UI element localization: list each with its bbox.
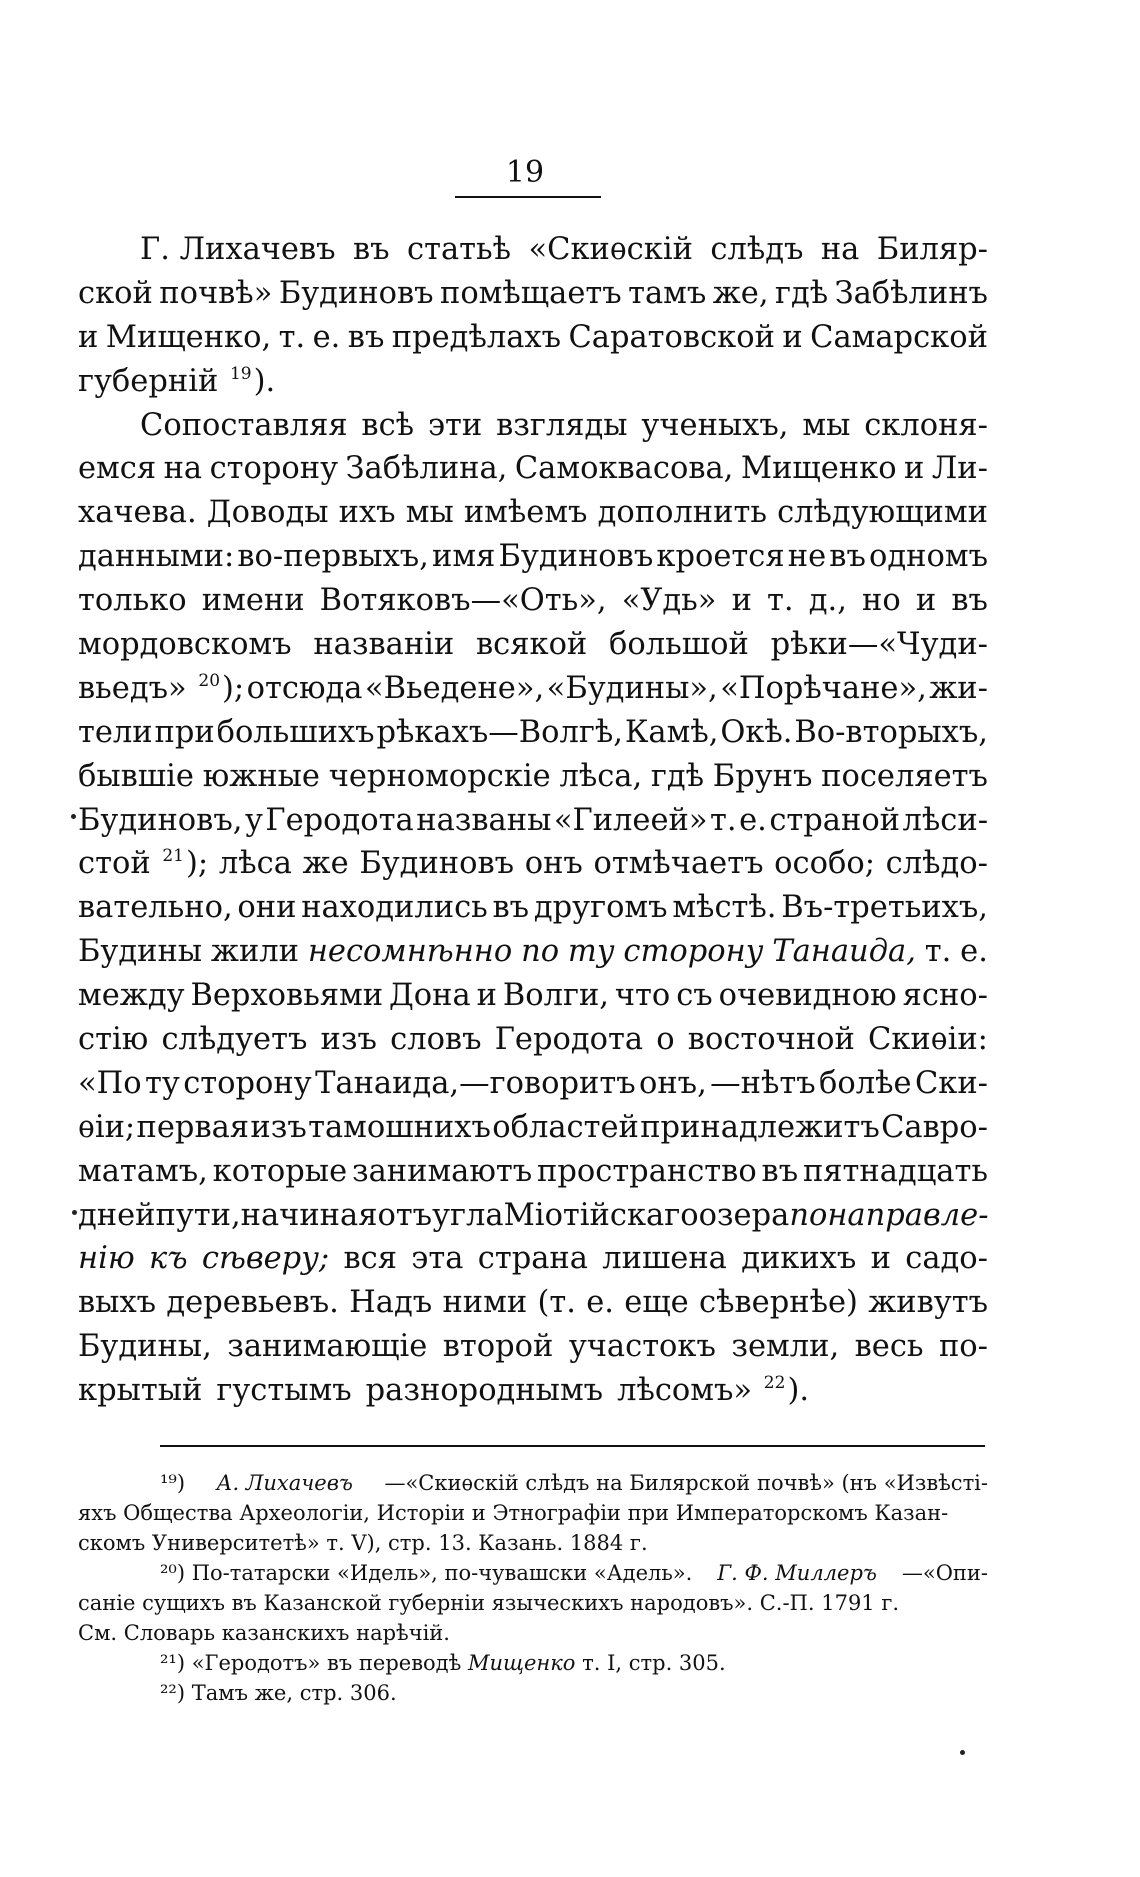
word: жили [210,934,299,970]
word: и [731,583,752,619]
word: Ли- [931,451,988,487]
word: еще [624,1285,689,1321]
word: Брунъ [712,758,813,794]
word: имѣемъ [463,495,588,531]
word: принадлежитъ [640,1109,880,1145]
word: восточной [687,1022,855,1058]
word: и [782,319,803,355]
word: вьедъ» [78,670,187,706]
word: отмѣчаетъ [593,846,764,882]
body-line [78,1325,988,1369]
word: другомъ [533,890,668,926]
word: названы [416,802,552,838]
word: начиная [240,1197,378,1233]
body-line [78,1237,988,1281]
word: тели [78,714,153,750]
word: въ [492,890,530,926]
word: всякой [476,627,588,663]
body-line [78,535,988,579]
word: садо- [905,1241,988,1277]
body-line [78,447,988,491]
word: названіи [313,627,455,663]
body-line [78,1194,988,1238]
word: лѣси- [902,802,988,838]
word: Геродота [494,1022,644,1058]
word: словъ [390,1022,482,1058]
footnote-19-line-1: ¹⁹) А. Лихачевъ —«Скиѳскій слѣдъ на Билярской почвѣ» (нъ «Извѣсті- [160,1471,988,1495]
word: Скиѳіи: [868,1022,988,1058]
word: взгляды [496,407,628,443]
word: е. [586,1285,614,1321]
word: онъ [524,846,583,882]
word: губерній [78,363,219,399]
word: живутъ [868,1285,988,1321]
word: всѣ [361,407,415,443]
word: предѣлахъ [391,319,562,355]
word: большихъ [216,714,375,750]
word: стію [78,1022,149,1058]
word: разнороднымъ [365,1373,604,1409]
word: изъ [320,1022,377,1058]
word: которые [212,1153,348,1189]
word: е. [312,319,341,355]
word: слѣдо- [885,846,988,882]
word: ними [442,1285,528,1321]
word: Окѣ. [720,714,793,750]
word: и [476,978,497,1014]
word: Ски- [914,1065,988,1101]
word: мы [405,495,454,531]
page-number: 19 [505,155,545,190]
body-line [78,755,988,799]
word: ясно- [902,978,988,1014]
word: стой [78,846,151,882]
word: пути, [155,1197,241,1233]
footnote-19-line-3: скомъ Университетѣ» т. V), стр. 13. Казань. 1884 г. [78,1531,648,1555]
footnote-20-line-2: саніе сущихъ въ Казанской губерніи языческихъ народовъ». С.-П. 1791 г. [78,1591,900,1615]
word: Саратовской [568,319,775,355]
word: гдѣ [774,275,829,311]
word: на [820,232,860,267]
word: гдѣ [650,758,705,794]
word: жи- [929,670,988,706]
footnote-ref: 20 [198,670,221,691]
word: Мищенко, [105,319,272,355]
body-line [78,491,988,535]
word-with-note: губерній $^{19}$). [78,363,276,399]
word: къ [149,1241,188,1277]
word: (т. [537,1285,576,1321]
word: и [78,319,99,355]
word: т. [278,319,306,355]
word: емся [78,451,157,487]
word: только [78,583,187,619]
word: т. [924,934,952,970]
word: эта [411,1241,464,1277]
body-line [78,1018,988,1062]
word: же, [712,275,769,311]
word: слѣдуетъ [161,1022,308,1058]
word: бывшіе [78,758,194,794]
body-line [78,316,988,360]
body-line [78,886,988,930]
word: Будины [78,934,203,970]
word: участокъ [568,1329,716,1365]
body-text [78,228,988,1413]
word: не [787,539,827,575]
word: по [521,934,560,970]
word: ту [567,934,615,970]
word: Доводы [206,495,329,531]
footnote-ref: 21 [162,846,184,867]
word: мордовскомъ [78,627,292,663]
word: сторону [209,451,339,487]
word: дикихъ [741,1241,857,1277]
footnote-separator [160,1445,985,1447]
word: о [656,1022,675,1058]
word: Забѣлина, [345,451,508,487]
word: тамъ [628,275,707,311]
word: Въ-третьихъ, [781,890,988,926]
print-speck [72,1210,77,1215]
word: въ [761,1153,799,1189]
footnote-22: ²²) Тамъ же, стр. 306. [160,1681,397,1705]
word: хачева. [78,495,197,531]
word: лѣсомъ» [617,1373,753,1409]
word: очевидною [718,978,897,1014]
word: озера [698,1197,790,1233]
word: —нѣтъ [710,1065,816,1101]
footnote-19-line-2: яхъ Общества Археологіи, Исторіи и Этнографіи при Императорскомъ Казан- [78,1501,949,1525]
word: Будиновъ [498,539,654,575]
word: на [163,451,203,487]
word: черноморскіе [328,758,551,794]
word: но [862,583,901,619]
word: ской [78,275,153,311]
word: дополнить [597,495,767,531]
body-line [78,404,988,448]
word: Биляр- [876,232,988,267]
word: онъ, [638,1065,707,1101]
body-line [78,360,988,404]
word: Во-вторыхъ, [794,714,988,750]
word: т. [767,583,794,619]
word: Забѣлинъ [834,275,988,311]
word: «Удь» [621,583,717,619]
word: что [614,978,671,1014]
word: густымъ [216,1373,352,1409]
word: въ [829,539,866,575]
word: Танаида, [772,934,916,970]
word: особо; [774,846,875,882]
word: между [78,978,185,1014]
word: е. [739,802,767,838]
footnote-ref: 19 [229,363,252,384]
body-line [78,1369,988,1413]
body-line [78,711,988,755]
word: мѣстѣ. [672,890,777,926]
word: Самарской [810,319,988,355]
word: мы [802,407,851,443]
word: второй [442,1329,554,1365]
word: Міотійскаго [503,1197,699,1233]
word: Камѣ, [624,714,719,750]
word: сѣвернѣе) [699,1285,858,1321]
body-line [78,974,988,1018]
word: нію [78,1241,135,1277]
word: у [244,802,263,838]
word: большой [609,627,749,663]
word: слѣдующими [777,495,988,531]
word: поселяетъ [821,758,988,794]
word: имени [201,583,305,619]
footnotes [78,1468,988,1708]
header-rule [455,196,601,198]
word: вся [343,1241,397,1277]
word: по- [938,1329,988,1365]
body-line [78,667,988,711]
word: «Будины», [546,670,718,706]
word: они [237,890,297,926]
word: «По [78,1065,142,1101]
word: вательно, [78,890,233,926]
word: Г. Лихачевъ [140,232,336,267]
word: «Порѣчане», [720,670,927,706]
word: т. [710,802,737,838]
word: южные [202,758,320,794]
word: земли, [731,1329,840,1365]
footnote-20-line-1: ²⁰) По-татарски «Идель», по-чувашски «Адель». Г. Ф. Миллеръ —«Опи- [160,1561,988,1585]
body-line [78,623,988,667]
word: занимаютъ [351,1153,533,1189]
word: данными: [78,539,235,575]
footnote-ref: 22 [763,1373,786,1394]
word: страной [769,802,901,838]
word: Танаида,—говоритъ [315,1065,636,1101]
word: находились [301,890,488,926]
body-line [78,1281,988,1325]
word: деревьевъ. [166,1285,339,1321]
word: болѣе [819,1065,912,1101]
word: пятнадцать [802,1153,988,1189]
body-line [78,579,988,623]
word: Мищенко [740,451,897,487]
word: пространство [537,1153,757,1189]
footnote-20-line-3: См. Словарь казанскихъ нарѣчій. [78,1621,450,1645]
word: отъ [377,1197,433,1233]
word: слѣдъ [710,232,804,267]
word: дней [78,1197,156,1233]
word: Савро- [881,1109,988,1145]
body-line [78,1106,988,1150]
word: во-первыхъ, [237,539,429,575]
word: Верховьями [190,978,384,1014]
body-line [78,228,988,272]
word: выхъ [78,1285,157,1321]
word: ученыхъ, [641,407,789,443]
word: направле- [827,1197,989,1233]
word: Дона [389,978,471,1014]
word: сѣверу; [201,1241,330,1277]
word: Будиновъ, [78,802,243,838]
word: лѣса, [559,758,643,794]
word: рѣки—«Чуди- [770,627,988,663]
word: тамошнихъ [308,1109,491,1145]
word-with-note: стой $^{21}$); [78,846,209,882]
word: изъ [250,1109,307,1145]
word: «Вьедене», [364,670,545,706]
word: Вотяковъ—«Оть», [319,583,607,619]
footnote-21: ²¹) «Геродотъ» въ переводѣ Мищенко т. I, стр. 305. [160,1651,726,1675]
word: Самоквасова, [514,451,734,487]
word: и [904,451,925,487]
word: статьѣ [407,232,512,267]
word: «Гилеей» [553,802,708,838]
word: съ [676,978,713,1014]
word: е. [960,934,988,970]
body-line [78,799,988,843]
word: и [915,583,937,619]
word: ту [145,1065,180,1101]
body-line [78,1062,988,1106]
word-with-note: лѣсомъ» $^{22}$). [617,1373,810,1409]
word: эти [427,407,483,443]
word: Волги, [502,978,609,1014]
word: и [870,1241,891,1277]
word: областей [492,1109,639,1145]
word: несомнѣнно [307,934,513,970]
body-line [78,930,988,974]
word: «Скиѳскій [528,232,693,267]
word: рѣкахъ—Волгѣ, [376,714,623,750]
word: одномъ [869,539,988,575]
word: ѳіи; [78,1109,136,1145]
word: помѣщаетъ [439,275,622,311]
word: Геродота [265,802,414,838]
word: матамъ, [78,1153,208,1189]
word: крытый [78,1373,203,1409]
word: лѣса [218,846,292,882]
word: склоня- [864,407,988,443]
word: Будины, [78,1329,212,1365]
word: отсюда [246,670,363,706]
word: Будиновъ [278,275,434,311]
word: Сопоставляя [140,407,348,443]
body-line [78,272,988,316]
word: весь [854,1329,924,1365]
word: почвѣ» [159,275,273,311]
print-speck [960,1750,965,1755]
word: сторону [183,1065,312,1101]
word: занимающіе [227,1329,428,1365]
word: же [302,846,349,882]
word: въ [347,319,385,355]
word: въ [951,583,988,619]
word: кроется [656,539,785,575]
word: страна [477,1241,588,1277]
word: при [154,714,215,750]
word: Надъ [349,1285,433,1321]
word: имя [432,539,496,575]
word: д., [808,583,847,619]
word: первая [136,1109,250,1145]
word: угла [432,1197,504,1233]
word-with-note: вьедъ» $^{20}$); [78,670,245,706]
body-line [78,842,988,886]
word: лишена [602,1241,727,1277]
word: сторону [623,934,764,970]
word: въ [352,232,390,267]
word: ихъ [338,495,396,531]
print-speck [71,814,76,819]
word: Будиновъ [359,846,515,882]
body-line [78,1150,988,1194]
word: по [789,1197,828,1233]
